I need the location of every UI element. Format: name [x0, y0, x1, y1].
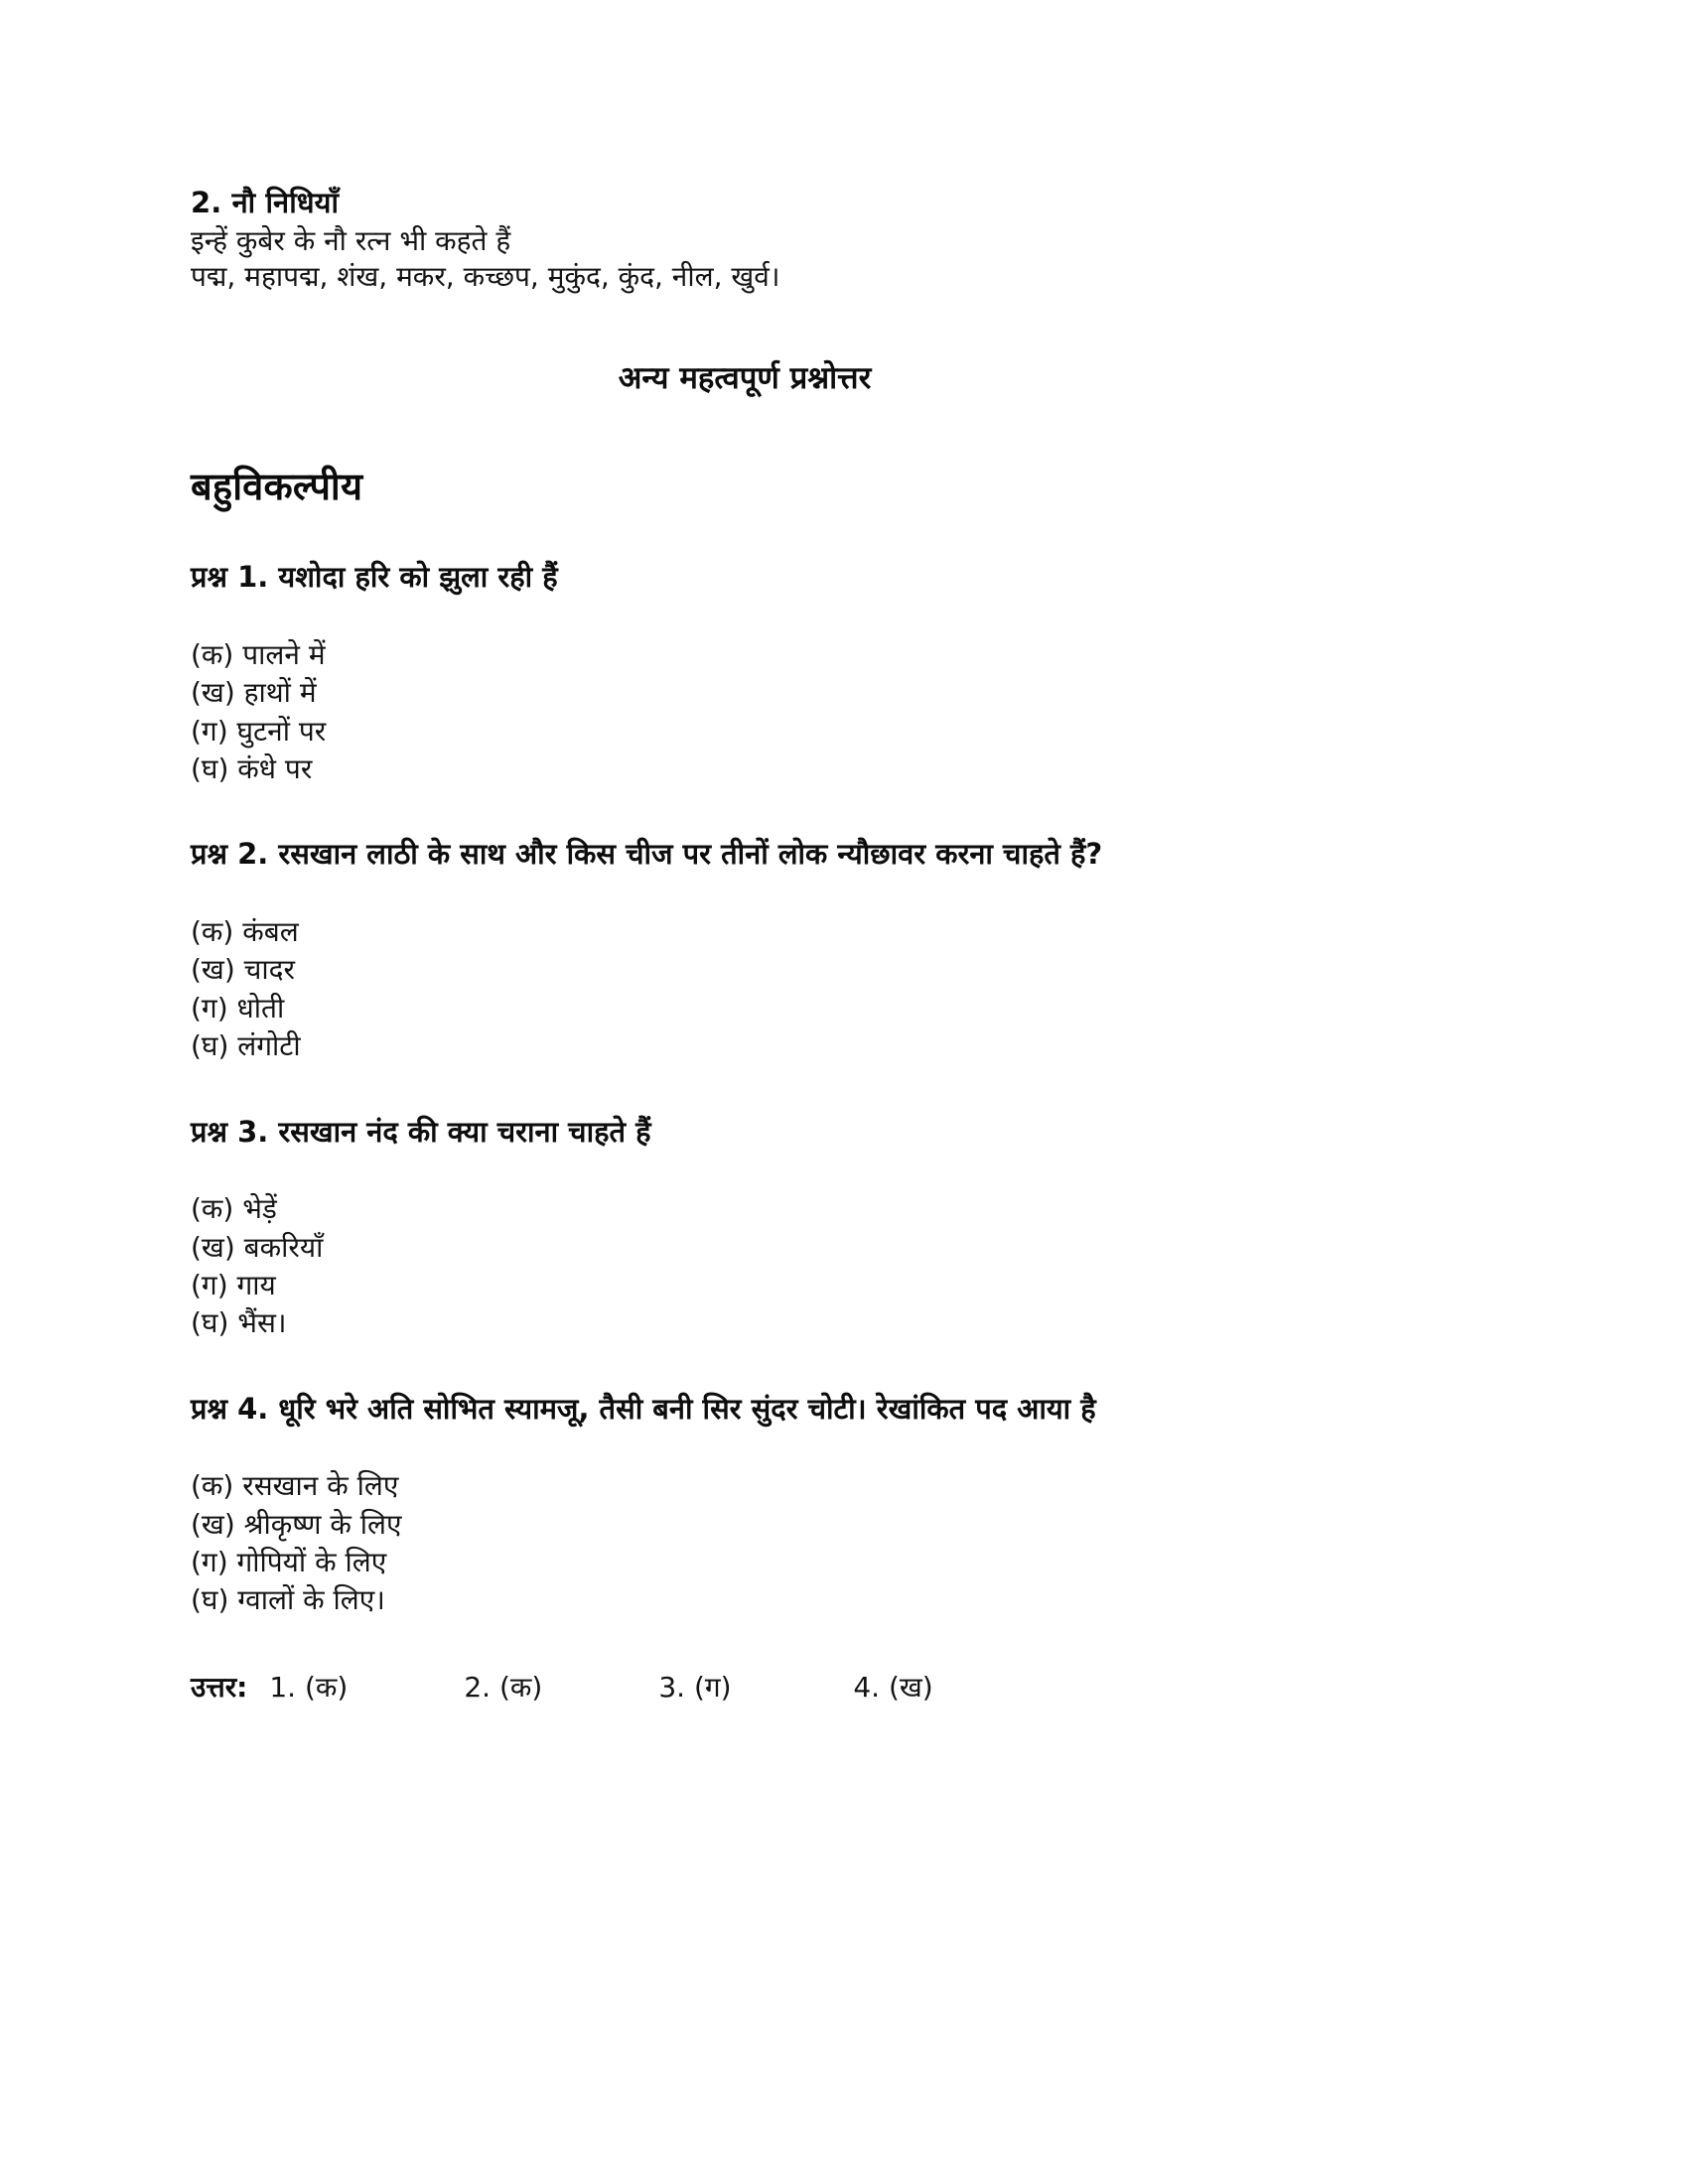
answer-item: 4. (ख)	[853, 1670, 933, 1704]
option-item: (ख) बकरियाँ	[191, 1230, 324, 1264]
option-item: (ख) श्रीकृष्ण के लिए	[191, 1507, 402, 1541]
question-block	[191, 1114, 1501, 1343]
option-item: (घ) भैंस।	[191, 1306, 287, 1340]
option-item: (ग) गाय	[191, 1268, 276, 1301]
spacer	[191, 1620, 1501, 1668]
answers-row	[191, 1668, 1501, 1706]
center-heading: अन्य महत्वपूर्ण प्रश्नोत्तर	[618, 360, 872, 397]
document-content	[191, 185, 1501, 1706]
answer-item: 3. (ग)	[658, 1670, 732, 1704]
section-line-2: पद्म, महापद्म, शंख, मकर, कच्छप, मुकुंद, कुंद, नील, खुर्व।	[191, 259, 780, 293]
subsection-heading: बहुविकल्पीय	[191, 465, 363, 509]
question-block	[191, 559, 1501, 788]
option-item: (ख) हाथों में	[191, 676, 317, 710]
spacer	[191, 874, 1501, 913]
question-block	[191, 836, 1501, 1065]
option-list	[191, 1467, 1501, 1619]
question-prompt: प्रश्न 3. रसखान नंद की क्या चराना चाहते हैं	[191, 1114, 651, 1149]
option-item: (घ) ग्वालों के लिए।	[191, 1583, 385, 1617]
spacer	[191, 398, 1501, 460]
question-prompt: प्रश्न 2. रसखान लाठी के साथ और किस चीज पर तीनों लोक न्यौछावर करना चाहते हैं?	[191, 837, 1103, 872]
option-list	[191, 913, 1501, 1065]
spacer	[191, 1428, 1501, 1467]
question-block	[191, 1391, 1501, 1620]
option-item: (घ) कंधे पर	[191, 752, 313, 786]
answer-item: 2. (क)	[464, 1670, 543, 1704]
option-item: (क) रसखान के लिए	[191, 1469, 399, 1503]
answers-label: उत्तर:	[191, 1670, 248, 1704]
answer-item: 1. (क)	[269, 1670, 349, 1704]
spacer	[191, 1343, 1501, 1391]
option-list	[191, 1190, 1501, 1342]
spacer	[191, 1151, 1501, 1190]
section-line-1: इन्हें कुबेर के नौ रत्न भी कहते हैं	[191, 223, 511, 257]
option-item: (क) कंबल	[191, 915, 299, 949]
question-prompt: प्रश्न 4. धूरि भरे अति सोभित स्यामजू, तैसी बनी सिर सुंदर चोटी। रेखांकित पद आया है	[191, 1391, 1096, 1426]
option-list	[191, 636, 1501, 788]
option-item: (ख) चादर	[191, 953, 296, 987]
spacer	[191, 295, 1501, 356]
section-heading: 2. नौ निधियाँ	[191, 186, 340, 219]
option-item: (ग) घुटनों पर	[191, 714, 327, 748]
option-item: (ग) धोती	[191, 991, 285, 1024]
spacer	[191, 511, 1501, 559]
question-prompt: प्रश्न 1. यशोदा हरि को झुला रही हैं	[191, 560, 558, 595]
option-item: (ग) गोपियों के लिए	[191, 1546, 387, 1579]
option-item: (क) भेड़ें	[191, 1192, 277, 1226]
section-block	[191, 185, 1501, 295]
spacer	[191, 1066, 1501, 1114]
spacer	[191, 597, 1501, 636]
spacer	[191, 788, 1501, 836]
option-item: (घ) लंगोटी	[191, 1029, 301, 1063]
option-item: (क) पालने में	[191, 638, 326, 671]
